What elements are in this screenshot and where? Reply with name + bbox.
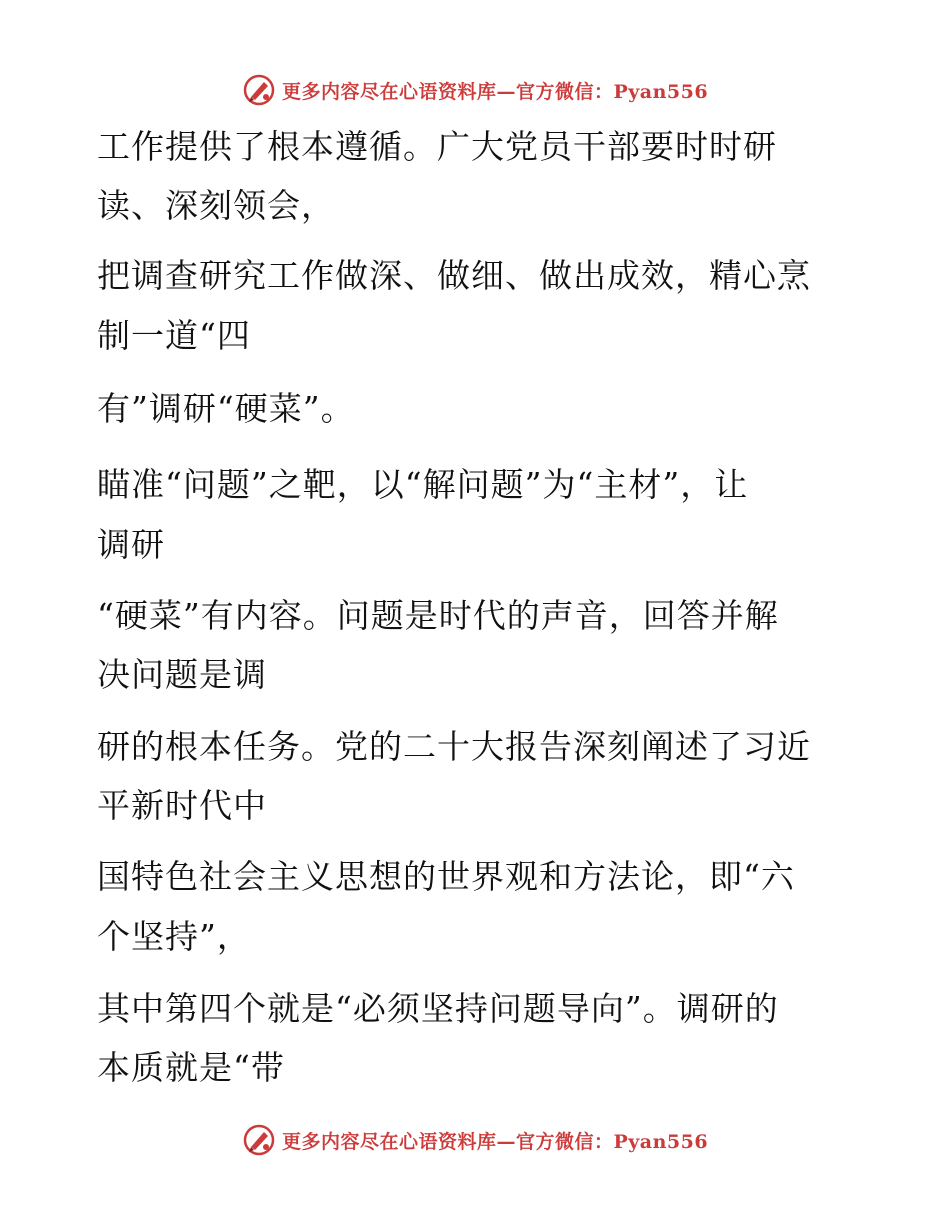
pen-logo-icon	[242, 1123, 276, 1157]
footer-banner-text: 更多内容尽在心语资料库—官方微信：Pyan556	[281, 1130, 709, 1153]
body-line: 瞄准“问题”之靶，以“解问题”为“主材”，让	[97, 465, 749, 504]
body-line: 国特色社会主义思想的世界观和方法论，即“六	[97, 857, 795, 896]
header-banner-text: 更多内容尽在心语资料库—官方微信：Pyan556	[281, 80, 709, 103]
body-line: 把调查研究工作做深、做细、做出成效，精心烹	[97, 256, 811, 295]
body-line: 调研	[97, 525, 165, 564]
body-line: 本质就是“带	[97, 1048, 285, 1087]
footer-banner	[0, 1120, 950, 1160]
body-line: 有”调研“硬菜”。	[97, 389, 355, 428]
body-line: 读、深刻领会，	[97, 186, 335, 225]
body-line: 研的根本任务。党的二十大报告深刻阐述了习近	[97, 727, 811, 766]
body-line: 平新时代中	[97, 786, 267, 825]
body-line: 制一道“四	[97, 316, 251, 355]
body-line: 决问题是调	[97, 655, 267, 694]
body-line: 工作提供了根本遵循。广大党员干部要时时研	[97, 127, 777, 166]
body-line: “硬菜”有内容。问题是时代的声音，回答并解	[97, 596, 779, 635]
body-line: 其中第四个就是“必须坚持问题导向”。调研的	[97, 989, 779, 1028]
body-line: 个坚持”，	[97, 917, 251, 956]
